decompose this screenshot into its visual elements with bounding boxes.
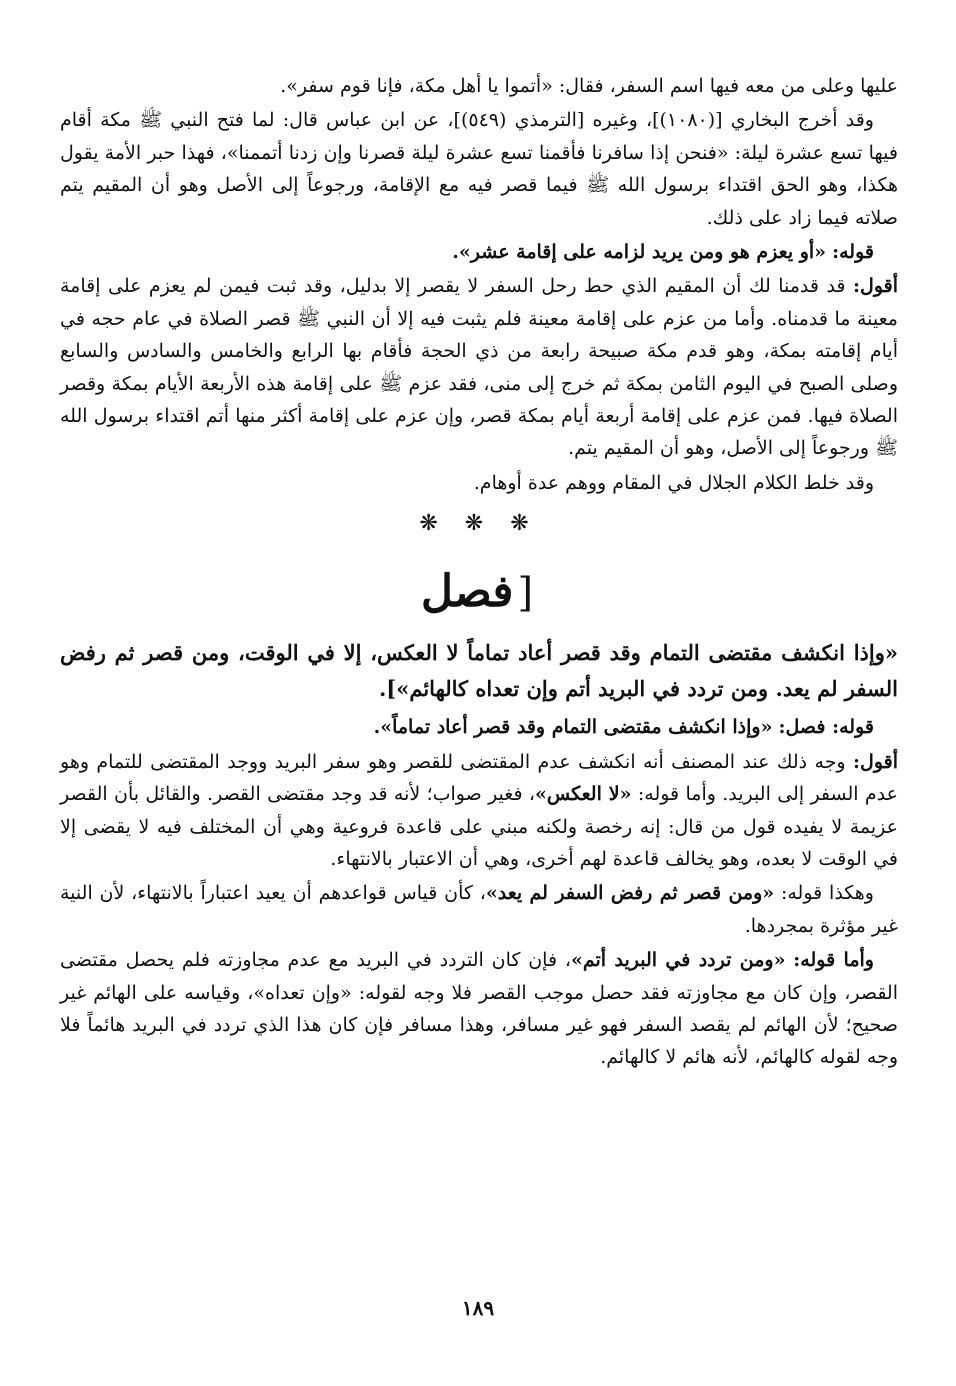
paragraph-amma [60,944,898,1074]
paragraph-closing-note [60,467,898,499]
matn-text-block [60,635,898,707]
paragraph-text: ، كأن قياس قواعدهم أن يعيد اعتباراً بالانتهاء، لأن النية غير مؤثرة بمجردها. [60,882,898,937]
paragraph-ibn-abbas [60,104,898,234]
paragraph-aqulu-1 [60,270,898,464]
chapter-title-text: فصل [420,566,514,618]
paragraph-text: عليها وعلى من معه فيها اسم السفر، فقال: «أتموا يا أهل مكة، فإنا قوم سفر». [280,75,898,97]
aqulu-label: أقول: [853,750,898,773]
chapter-bracket-open: [ [517,570,534,617]
paragraph-text: وهكذا قوله: [780,882,874,905]
amma-label: وأما قوله: [793,949,874,972]
qawluhu-label: قوله: [832,241,874,264]
paragraph-aqulu-2 [60,746,898,876]
page-number: ١٨٩ [461,1296,495,1320]
matn-quote: «ومن قصر ثم رفض السفر لم يعد» [485,882,775,905]
matn-quote: «أو يعزم هو ومن يريد لزامه على إقامة عشر». [452,241,827,264]
matn-quote: «وإذا انكشف مقتضى التمام وقد قصر أعاد تماماً». [373,716,773,739]
chapter-heading [60,564,898,621]
matn-quote: «ومن تردد في البريد أتم» [571,949,786,972]
paragraph-text: قد قدمنا لك أن المقيم الذي حط رحل السفر لا يقصر إلا بدليل، وقد ثبت فيمن لم يعزم على إقامة معينة ما قدمناه. وأما من عزم على إقامة معينة فلم يثبت فيه إلا أن النبي ﷺ قصر الصلاة في عام حجه في أيام إقامته بمكة، وهو قدم مكة صبيحة رابعة من ذي الحجة فأقام بها الرابع والخامس والسادس والسابع وصلى الصبح في اليوم الثامن بمكة ثم خرج إلى منى، فقد عزم ﷺ على إقامة هذه الأربعة الأيام بمكة وقصر الصلاة فيها. فمن عزم على إقامة أربعة أيام بمكة قصر، وإن عزم على إقامة أكثر منها أتم اقتداء برسول الله ﷺ ورجوعاً إلى الأصل، وهو أن المقيم يتم. [60,275,898,460]
section-divider-ornament: ❋ ❋ ❋ [419,511,539,537]
chapter-title [407,564,551,621]
paragraph-hakadha [60,877,898,942]
paragraph-text: وقد خلط الكلام الجلال في المقام ووهم عدة أوهام. [473,471,874,494]
qawluhu-label: قوله: فصل: [778,716,874,739]
paragraph-qawluhu-1 [60,236,898,268]
aqulu-label: أقول: [853,275,898,298]
paragraph-text: وجه ذلك عند المصنف أنه انكشف عدم المقتضى للقصر وهو سفر البريد ووجد المقتضى للتمام وهو عدم السفر إلى البريد. وأما قوله: [60,750,898,806]
matn-quote: «لا العكس» [535,783,632,806]
paragraph-continuation [60,70,898,102]
paragraph-qawluhu-2 [60,711,898,743]
paragraph-text: وقد أخرج البخاري [(١٠٨٠)]، وغيره [الترمذي (٥٤٩)]، عن ابن عباس قال: لما فتح النبي ﷺ مكة أقام فيها تسع عشرة ليلة: «فنحن إذا سافرنا فأقمنا تسع عشرة ليلة قصرنا وإن زدنا أتممنا»، فهذا حبر الأمة يقول هكذا، وهو الحق اقتداء برسول الله ﷺ فيما قصر فيه مع الإقامة، ورجوعاً إلى الأصل وهو أن المقيم يتم صلاته فيما زاد على ذلك. [60,109,898,229]
paragraph-text: ، فغير صواب؛ لأنه قد وجد مقتضى القصر. والقائل بأن القصر عزيمة لا يفيده قول من قال: إنه رخصة ولكنه مبني على قاعدة فروعية وهي أن المختلف فيه لا يقضى إلا في الوقت لا بعده، وهو يخالف قاعدة لهم أخرى، وهي أن الاعتبار بالانتهاء. [60,783,898,870]
matn-text: «وإذا انكشف مقتضى التمام وقد قصر أعاد تماماً لا العكس، إلا في الوقت، ومن قصر ثم رفض السفر لم يعد. ومن تردد في البريد أتم وإن تعداه كالهائم»]. [60,640,898,702]
paragraph-text: ، فإن كان التردد في البريد مع عدم مجاوزته فلم يحصل مقتضى القصر، وإن كان مع مجاوزته فقد حصل موجب القصر فلا وجه لقوله: «وإن تعداه»، وقياسه على الهائم غير صحيح؛ لأن الهائم لم يقصد السفر فهو غير مسافر، وهذا مسافر فإن كان هذا الذي تردد في البريد هائماً فلا وجه لقوله كالهائم، لأنه هائم لا كالهائم. [60,949,898,1069]
